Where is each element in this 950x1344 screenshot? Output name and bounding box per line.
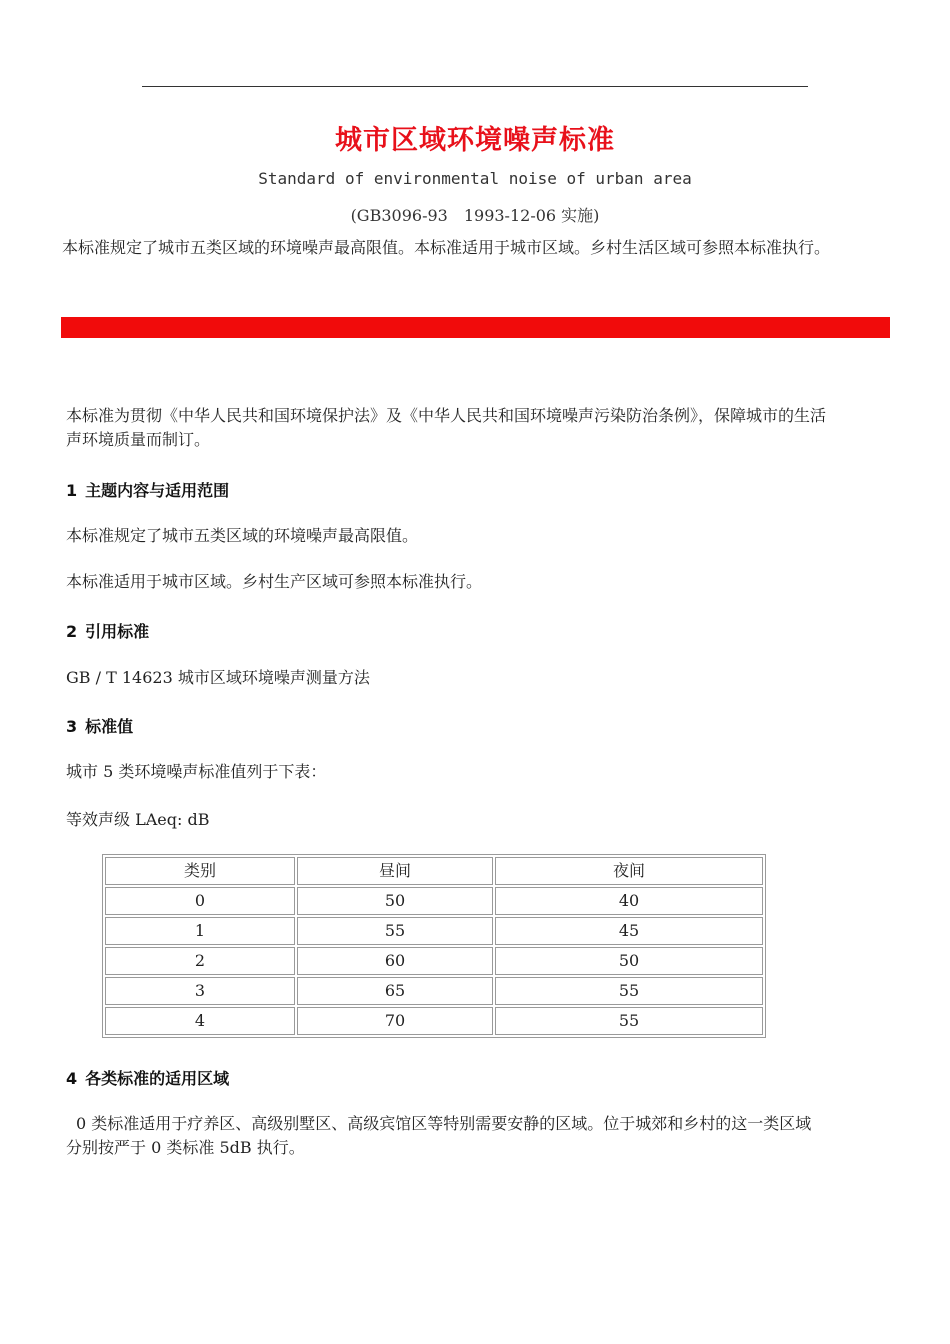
- table-cell: 55: [495, 977, 763, 1005]
- table-row: [105, 917, 763, 945]
- column-header-category: 类别: [105, 857, 295, 885]
- table-row: [105, 1007, 763, 1035]
- table-cell: 55: [495, 1007, 763, 1035]
- table-cell: 70: [297, 1007, 493, 1035]
- table-cell: 2: [105, 947, 295, 975]
- column-header-night: 夜间: [495, 857, 763, 885]
- intro-summary: 本标准规定了城市五类区域的环境噪声最高限值。本标准适用于城市区域。乡村生活区域可参照本标准执行。: [62, 238, 831, 257]
- column-header-daytime: 昼间: [297, 857, 493, 885]
- section-title: 各类标准的适用区域: [85, 1069, 230, 1088]
- table-header-row: [105, 857, 763, 885]
- paragraph: 0 类标准适用于疗养区、高级别墅区、高级宾馆区等特别需要安静的区域。位于城郊和乡村的这一类区域分别按严于 0 类标准 5dB 执行。: [66, 1114, 812, 1157]
- top-divider: [142, 86, 808, 87]
- table-cell: 40: [495, 887, 763, 915]
- section-number: 1: [66, 481, 78, 500]
- section-title: 引用标准: [85, 622, 150, 641]
- noise-limit-table: [102, 854, 766, 1038]
- table-row: [105, 977, 763, 1005]
- page-title: 城市区域环境噪声标准: [335, 125, 615, 156]
- table-row: [105, 887, 763, 915]
- table-cell: 50: [495, 947, 763, 975]
- unit-note: 等效声级 LAeq: dB: [66, 810, 210, 829]
- section-heading-2: [66, 619, 149, 642]
- table-cell: 65: [297, 977, 493, 1005]
- standard-code-line: (GB3096-93 1993-12-06 实施): [350, 206, 600, 225]
- table-cell: 0: [105, 887, 295, 915]
- section-heading-3: [66, 714, 133, 737]
- section-title: 主题内容与适用范围: [85, 481, 230, 500]
- table-cell: 45: [495, 917, 763, 945]
- table-row: [105, 947, 763, 975]
- section-number: 3: [66, 717, 78, 736]
- table-cell: 55: [297, 917, 493, 945]
- table-cell: 50: [297, 887, 493, 915]
- paragraph: 城市 5 类环境噪声标准值列于下表：: [66, 762, 327, 781]
- paragraph: 本标准适用于城市区域。乡村生产区域可参照本标准执行。: [66, 572, 483, 591]
- section-title: 标准值: [85, 717, 134, 736]
- table-cell: 4: [105, 1007, 295, 1035]
- section-number: 2: [66, 622, 78, 641]
- section-heading-4: [66, 1066, 229, 1089]
- paragraph: 本标准规定了城市五类区域的环境噪声最高限值。: [66, 526, 419, 545]
- preamble-paragraph: 本标准为贯彻《中华人民共和国环境保护法》及《中华人民共和国环境噪声污染防治条例》，保障城市的生活声环境质量而制订。: [66, 406, 827, 449]
- table-cell: 3: [105, 977, 295, 1005]
- section-heading-1: [66, 478, 229, 501]
- table-cell: 60: [297, 947, 493, 975]
- english-subtitle: Standard of environmental noise of urban area: [258, 169, 692, 188]
- section-number: 4: [66, 1069, 78, 1088]
- paragraph: GB / T 14623 城市区域环境噪声测量方法: [66, 668, 370, 687]
- table-cell: 1: [105, 917, 295, 945]
- red-banner-bar: [61, 317, 890, 338]
